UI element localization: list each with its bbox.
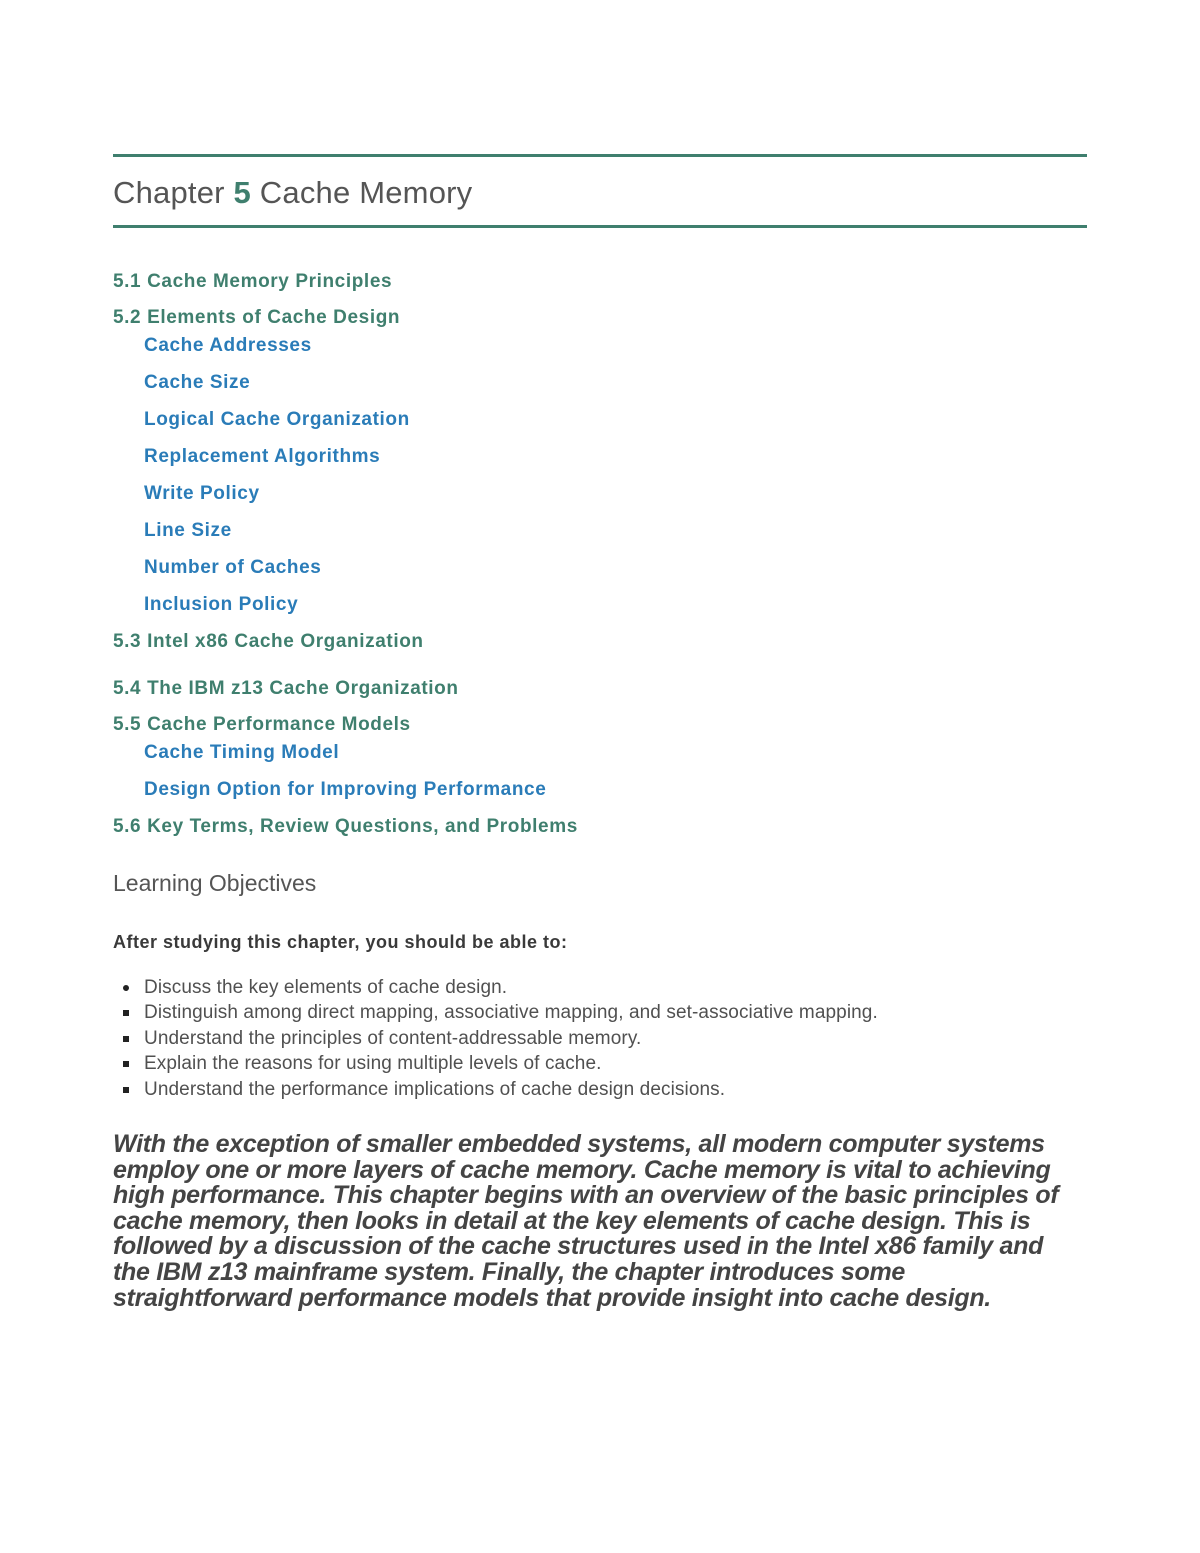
toc-subsection xyxy=(144,480,1087,508)
toc-link-5-2[interactable]: 5.2 Elements of Cache Design xyxy=(113,307,401,328)
toc-link-5-4[interactable]: 5.4 The IBM z13 Cache Organization xyxy=(113,678,459,699)
objectives-list xyxy=(113,975,1087,1102)
chapter-page xyxy=(113,154,1087,1311)
toc-subsection xyxy=(144,369,1087,397)
chapter-title xyxy=(113,157,1087,225)
table-of-contents xyxy=(113,268,1087,841)
toc-subsection xyxy=(144,591,1087,619)
toc-section xyxy=(113,711,1087,804)
objective-item: Understand the performance implications of cache design decisions. xyxy=(144,1077,1087,1102)
toc-link-inclusion-policy[interactable]: Inclusion Policy xyxy=(144,594,299,615)
chapter-number: 5 xyxy=(233,175,251,210)
toc-link-write-policy[interactable]: Write Policy xyxy=(144,483,260,504)
toc-link-5-5[interactable]: 5.5 Cache Performance Models xyxy=(113,714,411,735)
toc-link-cache-timing-model[interactable]: Cache Timing Model xyxy=(144,742,340,763)
chapter-abstract: With the exception of smaller embedded systems, all modern computer systems employ one or more layers of cache memory. Cache memory is vital to achieving high performance. This chapter begins with an overview of the basic principles of cache memory, then looks in detail at the key elements of cache design. This is followed by a discussion of the cache structures used in the Intel x86 family and the IBM z13 mainframe system. Finally, the chapter introduces some straightforward performance models that provide insight into cache design. xyxy=(113,1130,1059,1312)
toc-subsection xyxy=(144,776,1087,804)
toc-section xyxy=(113,268,1087,296)
toc-subsection-list xyxy=(113,332,1087,619)
toc-section xyxy=(113,304,1087,619)
toc-link-5-3[interactable]: 5.3 Intel x86 Cache Organization xyxy=(113,631,424,652)
chapter-name: Cache Memory xyxy=(259,175,473,210)
toc-link-replacement-algorithms[interactable]: Replacement Algorithms xyxy=(144,446,381,467)
objective-item: Distinguish among direct mapping, associative mapping, and set-associative mapping. xyxy=(144,1000,1087,1025)
toc-subsection xyxy=(144,332,1087,360)
objective-item: Explain the reasons for using multiple levels of cache. xyxy=(144,1051,1087,1076)
learning-objectives-heading: Learning Objectives xyxy=(113,870,317,896)
toc-link-logical-cache-organization[interactable]: Logical Cache Organization xyxy=(144,409,410,430)
toc-link-5-1[interactable]: 5.1 Cache Memory Principles xyxy=(113,271,393,292)
objective-item: Discuss the key elements of cache design. xyxy=(144,975,1087,1000)
toc-subsection xyxy=(144,739,1087,767)
toc-link-5-6[interactable]: 5.6 Key Terms, Review Questions, and Problems xyxy=(113,816,578,837)
toc-subsection xyxy=(144,554,1087,582)
toc-link-design-option-for-improving-performance[interactable]: Design Option for Improving Performance xyxy=(144,779,547,800)
objectives-intro: After studying this chapter, you should be able to: xyxy=(113,932,568,952)
toc-subsection xyxy=(144,517,1087,545)
chapter-prefix: Chapter xyxy=(113,175,225,210)
toc-link-cache-addresses[interactable]: Cache Addresses xyxy=(144,335,312,356)
objective-item: Understand the principles of content-addressable memory. xyxy=(144,1026,1087,1051)
toc-link-cache-size[interactable]: Cache Size xyxy=(144,372,251,393)
bottom-rule xyxy=(113,225,1087,228)
toc-subsection xyxy=(144,443,1087,471)
toc-subsection xyxy=(144,406,1087,434)
toc-link-number-of-caches[interactable]: Number of Caches xyxy=(144,557,322,578)
toc-section xyxy=(113,675,1087,703)
toc-subsection-list xyxy=(113,739,1087,804)
toc-section xyxy=(113,628,1087,656)
toc-section xyxy=(113,813,1087,841)
toc-link-line-size[interactable]: Line Size xyxy=(144,520,232,541)
